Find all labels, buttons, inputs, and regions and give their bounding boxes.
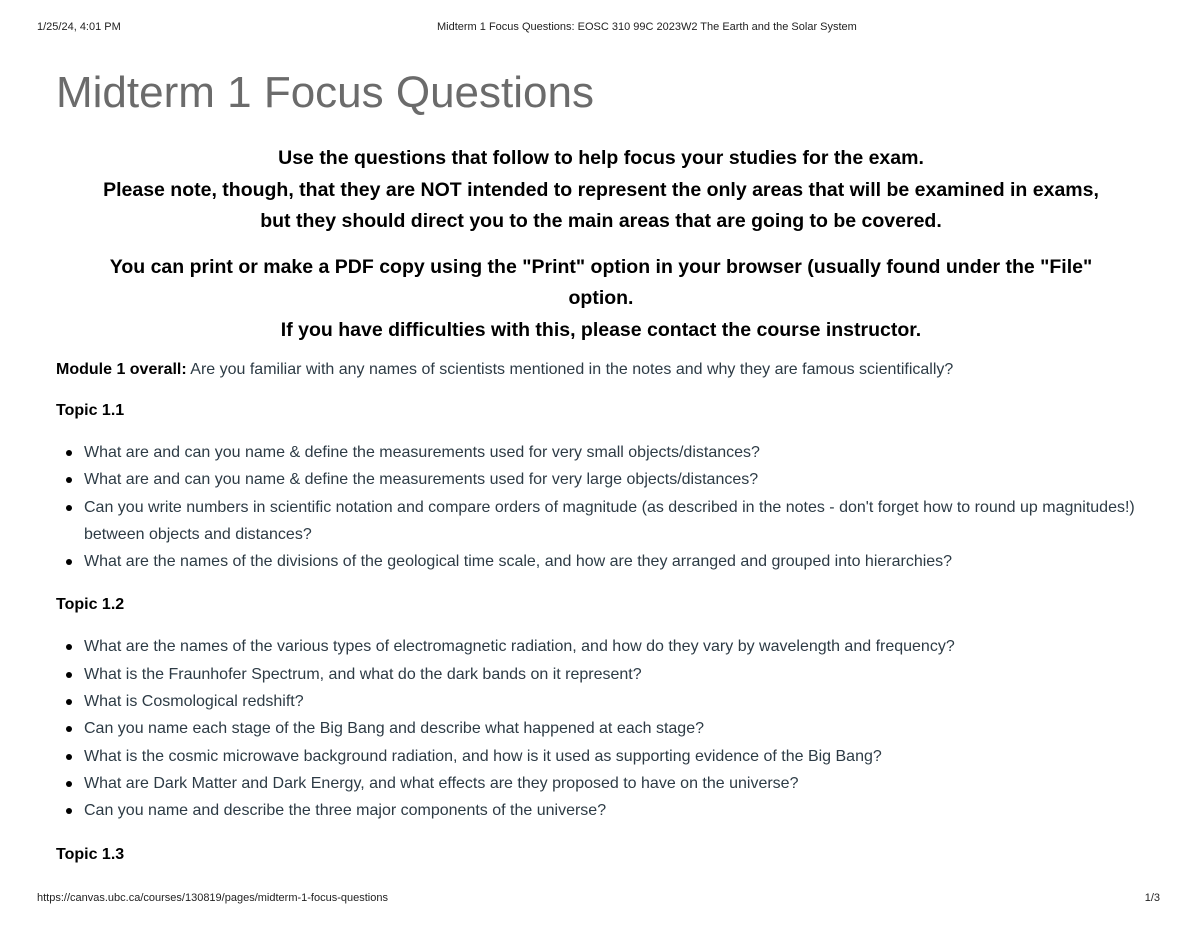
- page-title: Midterm 1 Focus Questions: [56, 68, 594, 117]
- question-list: [56, 439, 1146, 575]
- list-item: Can you name and describe the three major components of the universe?: [84, 797, 1146, 824]
- module-question-text: Are you familiar with any names of scientists mentioned in the notes and why they are famous scientifically?: [186, 361, 954, 378]
- list-item: What are and can you name & define the measurements used for very small objects/distances?: [84, 439, 1146, 466]
- module-label: Module 1 overall:: [56, 361, 187, 378]
- list-item: What are Dark Matter and Dark Energy, and what effects are they proposed to have on the universe?: [84, 770, 1146, 797]
- page-number: 1/3: [1144, 892, 1160, 904]
- list-item: Can you name each stage of the Big Bang and describe what happened at each stage?: [84, 715, 1146, 742]
- module-overall-question: [56, 359, 1146, 381]
- list-item: What are the names of the various types of electromagnetic radiation, and how do they vary by wavelength and frequency?: [84, 633, 1146, 660]
- print-datetime: 1/25/24, 4:01 PM: [37, 21, 121, 33]
- print-page-title: Midterm 1 Focus Questions: EOSC 310 99C 2023W2 The Earth and the Solar System: [437, 21, 857, 33]
- page-content: [56, 62, 1146, 866]
- intro-line: Use the questions that follow to help focus your studies for the exam.: [278, 147, 924, 169]
- intro-line: If you have difficulties with this, please contact the course instructor.: [280, 318, 922, 341]
- list-item: What are the names of the divisions of the geological time scale, and how are they arranged and grouped into hierarchies?: [84, 548, 1146, 575]
- intro-line: Please note, though, that they are NOT intended to represent the only areas that will be examined in exams,: [103, 178, 1099, 201]
- topic-heading: Topic 1.3: [56, 845, 125, 863]
- intro-line: option.: [568, 287, 634, 309]
- list-item: What are and can you name & define the measurements used for very large objects/distances?: [84, 466, 1146, 493]
- intro-line: but they should direct you to the main areas that are going to be covered.: [260, 210, 942, 232]
- list-item: Can you write numbers in scientific notation and compare orders of magnitude (as described in the notes - don't forget how to round up magnitudes!) between objects and distances?: [84, 494, 1146, 549]
- list-item: What is Cosmological redshift?: [84, 688, 1146, 715]
- list-item: What is the cosmic microwave background radiation, and how is it used as supporting evidence of the Big Bang?: [84, 743, 1146, 770]
- page-url: https://canvas.ubc.ca/courses/130819/pages/midterm-1-focus-questions: [37, 892, 388, 904]
- topic-heading: Topic 1.1: [56, 402, 125, 419]
- list-item: What is the Fraunhofer Spectrum, and what do the dark bands on it represent?: [84, 661, 1146, 688]
- print-header: [37, 21, 1160, 37]
- print-footer: [37, 892, 1160, 908]
- question-list: [56, 633, 1146, 824]
- topic-heading: Topic 1.2: [56, 596, 125, 614]
- intro-paragraph-1: [56, 143, 1146, 238]
- intro-paragraph-2: [56, 252, 1146, 347]
- intro-line: You can print or make a PDF copy using the "Print" option in your browser (usually found under the "File": [109, 255, 1093, 278]
